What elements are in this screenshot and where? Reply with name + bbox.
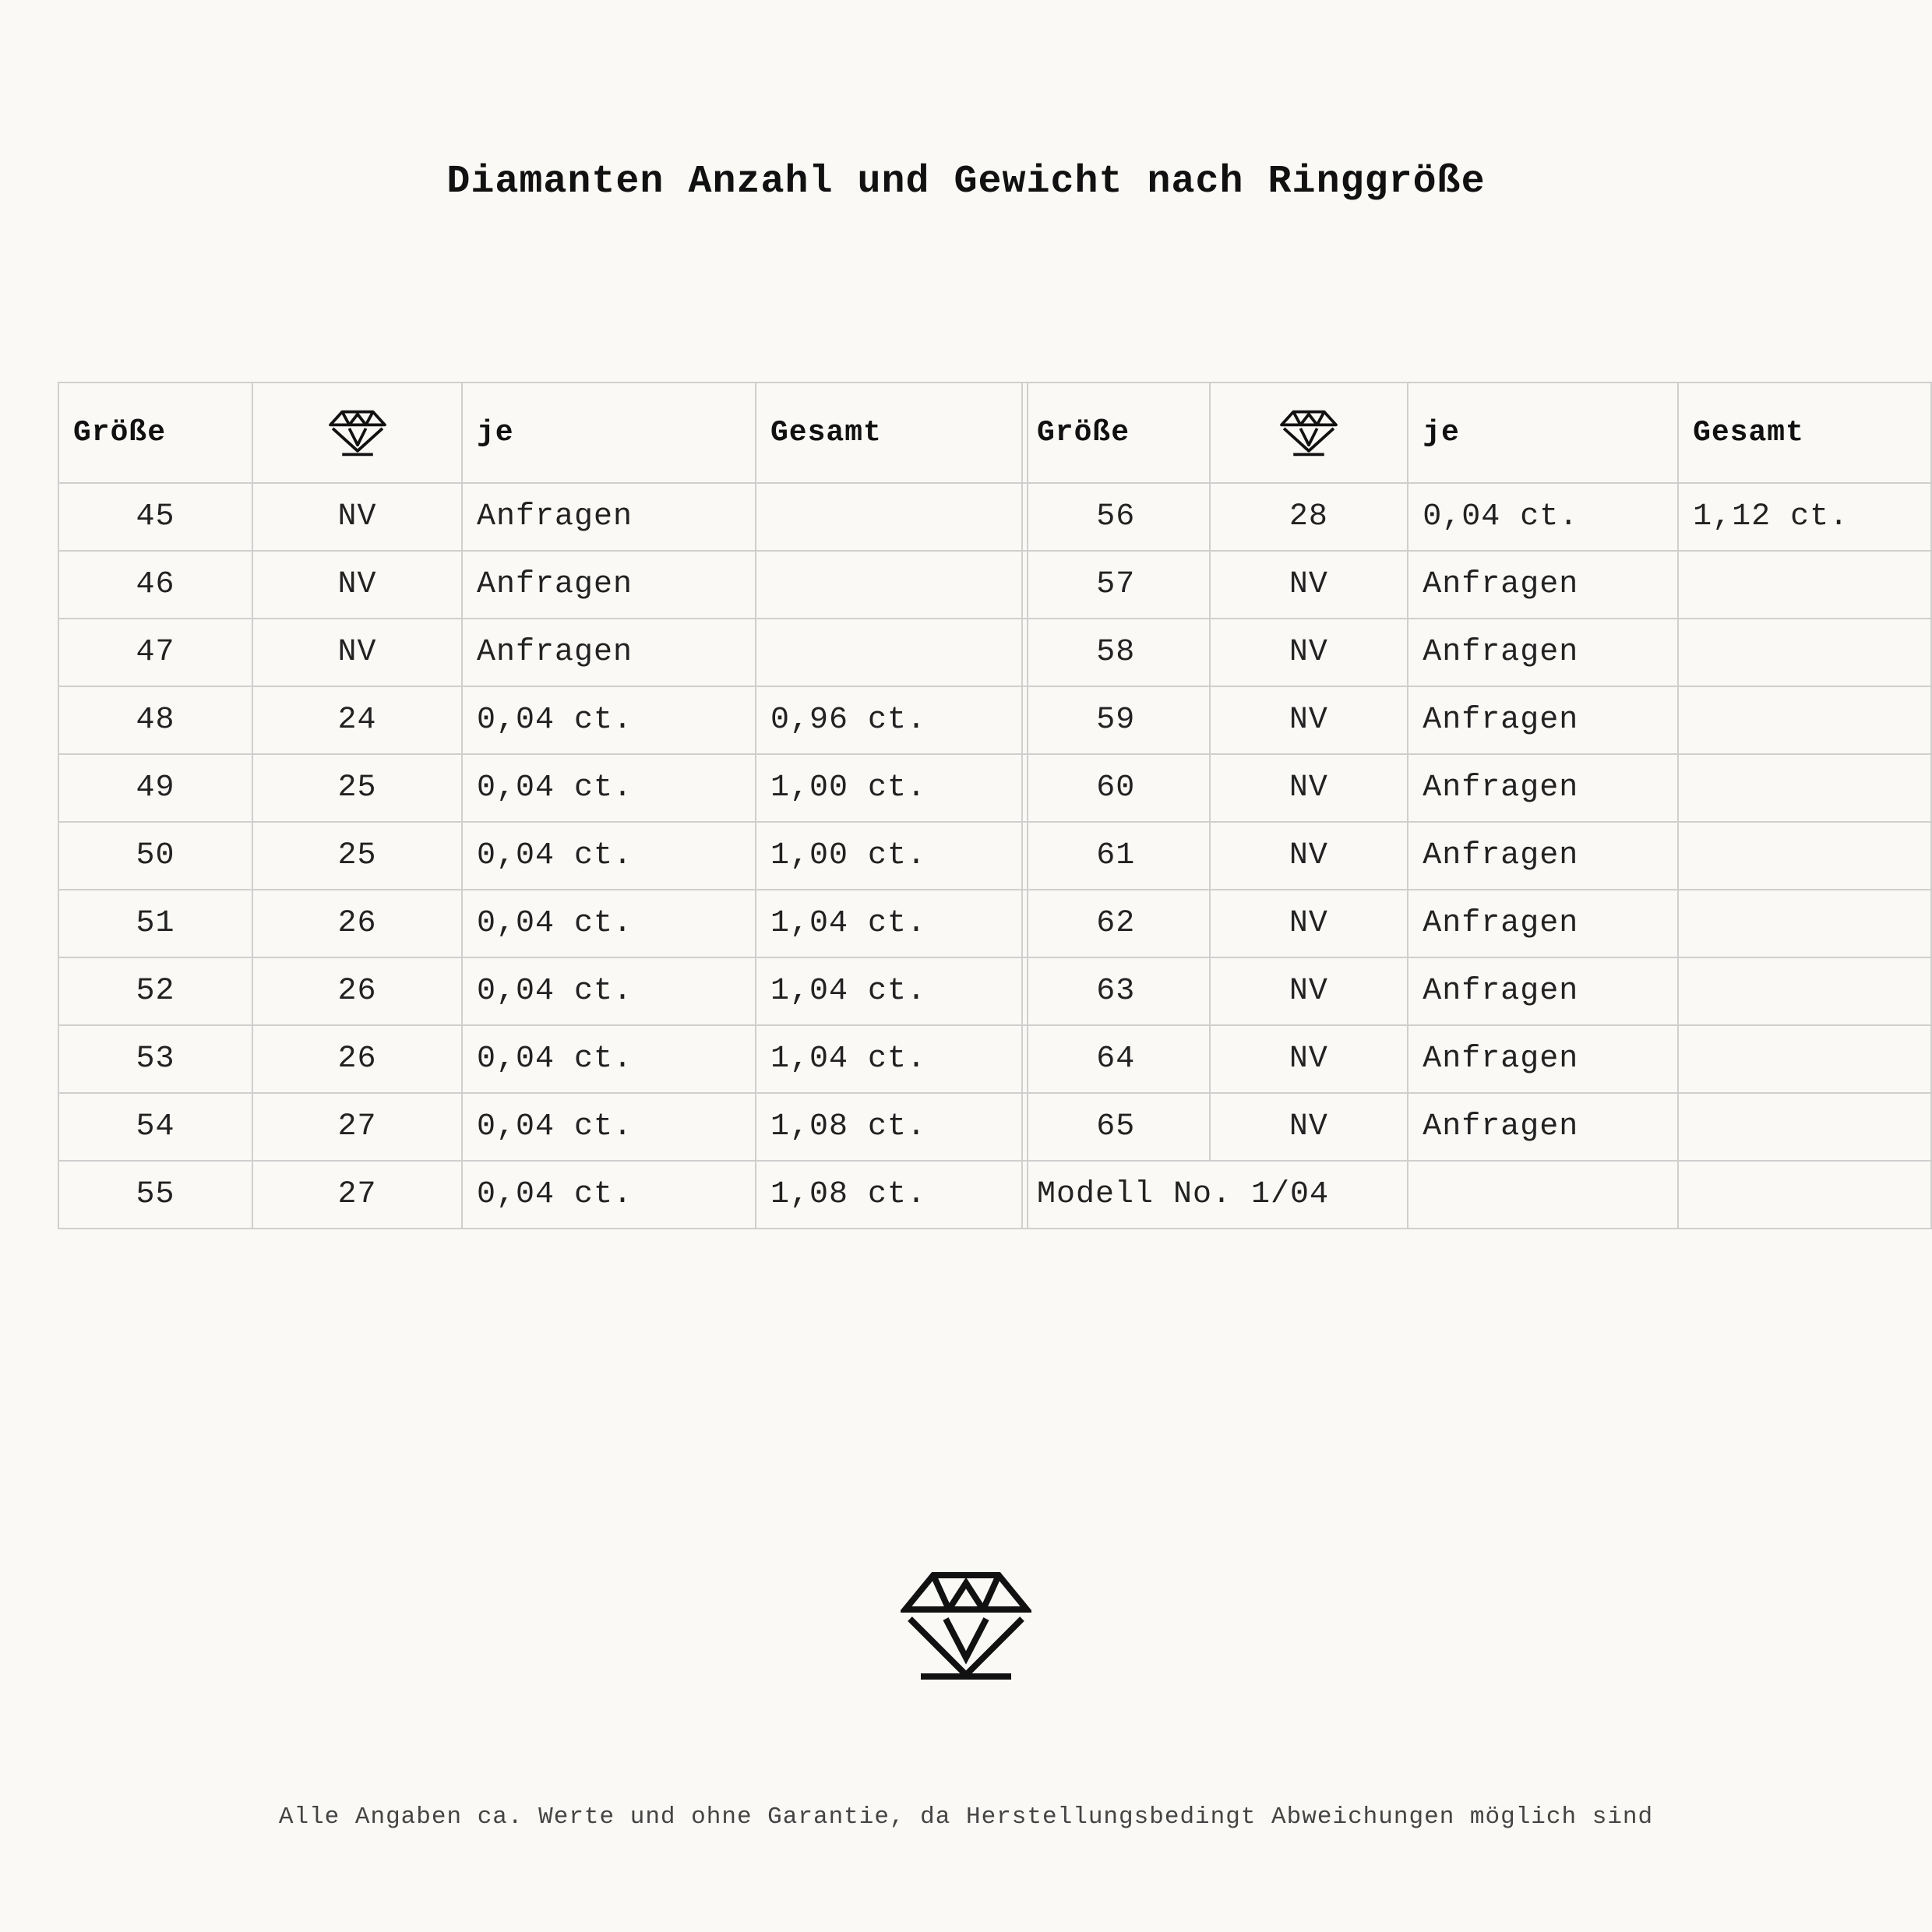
cell-total: 1,04 ct. [756, 957, 1028, 1025]
cell-total: 1,04 ct. [756, 1025, 1028, 1093]
cell-per: Anfragen [462, 551, 756, 619]
cell-count: NV [1210, 1025, 1408, 1093]
cell-total [756, 619, 1028, 686]
header-size: Größe [1022, 383, 1210, 483]
cell-size: 52 [58, 957, 252, 1025]
cell-count: NV [1210, 551, 1408, 619]
header-total: Gesamt [756, 383, 1028, 483]
cell-size: 56 [1022, 483, 1210, 551]
header-row [58, 383, 1028, 483]
table-row [1022, 686, 1931, 754]
cell-per: 0,04 ct. [462, 686, 756, 754]
cell-total [756, 483, 1028, 551]
cell-size: 65 [1022, 1093, 1210, 1161]
cell-count: NV [1210, 890, 1408, 957]
cell-size: 50 [58, 822, 252, 890]
cell-per: Anfragen [1408, 822, 1678, 890]
cell-size: 55 [58, 1161, 252, 1229]
diamond-icon [1279, 409, 1338, 457]
table-row [58, 619, 1028, 686]
cell-count: NV [252, 551, 462, 619]
cell-count: 27 [252, 1093, 462, 1161]
table-row [58, 551, 1028, 619]
header-size: Größe [58, 383, 252, 483]
cell-per: Anfragen [462, 619, 756, 686]
cell-total [1678, 619, 1931, 686]
cell-size: 51 [58, 890, 252, 957]
cell-size: 61 [1022, 822, 1210, 890]
cell-size: 48 [58, 686, 252, 754]
size-table-left [58, 382, 1028, 1229]
cell-total: 1,00 ct. [756, 822, 1028, 890]
page-title: Diamanten Anzahl und Gewicht nach Ringgröße [446, 160, 1486, 204]
cell-per: Anfragen [1408, 890, 1678, 957]
table-row [1022, 957, 1931, 1025]
diamond-logo-icon [901, 1572, 1031, 1681]
cell-per: 0,04 ct. [462, 754, 756, 822]
cell-count: NV [1210, 686, 1408, 754]
cell-per: 0,04 ct. [462, 1093, 756, 1161]
table-row [1022, 1093, 1931, 1161]
cell-size: 57 [1022, 551, 1210, 619]
size-table-right [1021, 382, 1932, 1229]
cell-count: 26 [252, 1025, 462, 1093]
header-row [1022, 383, 1931, 483]
cell-count: NV [1210, 619, 1408, 686]
cell-size: 45 [58, 483, 252, 551]
cell-total: 1,08 ct. [756, 1093, 1028, 1161]
disclaimer-footer: Alle Angaben ca. Werte und ohne Garantie, da Herstellungsbedingt Abweichungen möglich sind [278, 1803, 1654, 1831]
cell-per: Anfragen [462, 483, 756, 551]
cell-count: NV [1210, 957, 1408, 1025]
cell-empty [1678, 1161, 1931, 1229]
cell-count: 26 [252, 890, 462, 957]
table-row [58, 1025, 1028, 1093]
cell-size: 49 [58, 754, 252, 822]
header-per: je [1408, 383, 1678, 483]
table-row [1022, 551, 1931, 619]
table-row [58, 822, 1028, 890]
cell-count: 28 [1210, 483, 1408, 551]
cell-total: 1,04 ct. [756, 890, 1028, 957]
cell-count: NV [252, 619, 462, 686]
cell-per: 0,04 ct. [462, 1025, 756, 1093]
cell-count: 27 [252, 1161, 462, 1229]
cell-count: NV [1210, 822, 1408, 890]
cell-size: 59 [1022, 686, 1210, 754]
diamond-icon [328, 409, 387, 457]
table-row [58, 1093, 1028, 1161]
cell-per: 0,04 ct. [462, 890, 756, 957]
cell-count: 25 [252, 822, 462, 890]
model-row [1022, 1161, 1931, 1229]
cell-count: NV [1210, 754, 1408, 822]
cell-size: 53 [58, 1025, 252, 1093]
table-row [58, 686, 1028, 754]
cell-total: 1,12 ct. [1678, 483, 1931, 551]
cell-count: NV [252, 483, 462, 551]
cell-total: 1,08 ct. [756, 1161, 1028, 1229]
table-row [1022, 483, 1931, 551]
cell-total: 1,00 ct. [756, 754, 1028, 822]
cell-total [756, 551, 1028, 619]
header-per: je [462, 383, 756, 483]
cell-per: Anfragen [1408, 754, 1678, 822]
table-row [1022, 822, 1931, 890]
header-diamond [1210, 383, 1408, 483]
cell-total [1678, 686, 1931, 754]
cell-size: 60 [1022, 754, 1210, 822]
table-row [58, 1161, 1028, 1229]
cell-size: 54 [58, 1093, 252, 1161]
table-row [1022, 619, 1931, 686]
table-row [1022, 890, 1931, 957]
cell-count: 26 [252, 957, 462, 1025]
cell-per: 0,04 ct. [462, 1161, 756, 1229]
cell-total [1678, 1025, 1931, 1093]
cell-per: Anfragen [1408, 1025, 1678, 1093]
cell-size: 47 [58, 619, 252, 686]
header-total: Gesamt [1678, 383, 1931, 483]
header-diamond [252, 383, 462, 483]
cell-total [1678, 551, 1931, 619]
cell-total [1678, 754, 1931, 822]
cell-per: Anfragen [1408, 619, 1678, 686]
cell-count: 24 [252, 686, 462, 754]
cell-per: Anfragen [1408, 551, 1678, 619]
cell-per: Anfragen [1408, 957, 1678, 1025]
table-row [58, 754, 1028, 822]
table-row [58, 483, 1028, 551]
cell-total [1678, 890, 1931, 957]
cell-empty [1408, 1161, 1678, 1229]
table-row [58, 957, 1028, 1025]
table-row [58, 890, 1028, 957]
cell-size: 64 [1022, 1025, 1210, 1093]
cell-size: 63 [1022, 957, 1210, 1025]
cell-total [1678, 822, 1931, 890]
cell-per: 0,04 ct. [462, 957, 756, 1025]
table-row [1022, 754, 1931, 822]
cell-size: 62 [1022, 890, 1210, 957]
cell-per: 0,04 ct. [1408, 483, 1678, 551]
cell-total [1678, 1093, 1931, 1161]
cell-size: 46 [58, 551, 252, 619]
cell-count: 25 [252, 754, 462, 822]
cell-per: 0,04 ct. [462, 822, 756, 890]
cell-per: Anfragen [1408, 1093, 1678, 1161]
table-row [1022, 1025, 1931, 1093]
cell-per: Anfragen [1408, 686, 1678, 754]
cell-size: 58 [1022, 619, 1210, 686]
model-number: Modell No. 1/04 [1022, 1161, 1408, 1229]
cell-total [1678, 957, 1931, 1025]
cell-total: 0,96 ct. [756, 686, 1028, 754]
cell-count: NV [1210, 1093, 1408, 1161]
